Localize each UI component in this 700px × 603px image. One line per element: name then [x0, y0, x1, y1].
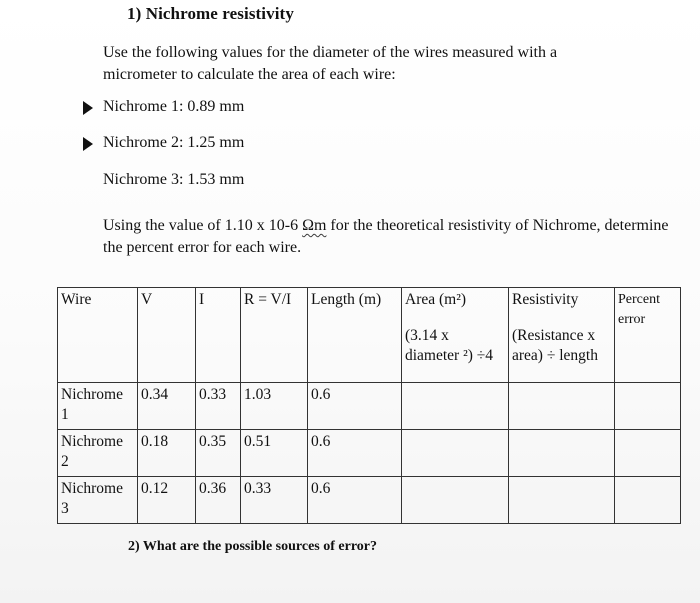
cell-current: 0.33: [196, 383, 241, 430]
header-resistance: R = V/I: [241, 288, 308, 383]
header-area-label: Area (m²): [405, 291, 467, 308]
table-row: [58, 430, 681, 477]
ohm-meter-unit: Ωm: [302, 217, 327, 234]
header-length: Length (m): [308, 288, 402, 383]
header-resistivity-formula: (Resistance x area) ÷ length: [512, 327, 598, 364]
table-row: [58, 477, 681, 524]
header-resistivity-label: Resistivity: [512, 291, 579, 308]
diameter-text-1: Nichrome 1: 0.89 mm: [103, 98, 245, 115]
section-1-heading: 1) Nichrome resistivity: [127, 4, 294, 23]
cell-resistivity[interactable]: [509, 477, 615, 524]
header-wire: Wire: [58, 288, 138, 383]
cell-length: 0.6: [308, 430, 402, 477]
cell-resistance: 0.51: [241, 430, 308, 477]
cell-wire: Nichrome 2: [58, 430, 138, 477]
cell-voltage: 0.18: [138, 430, 196, 477]
section-2-question: 2) What are the possible sources of error?: [128, 539, 377, 554]
cell-length: 0.6: [308, 383, 402, 430]
cell-resistivity[interactable]: [509, 383, 615, 430]
cell-resistance: 1.03: [241, 383, 308, 430]
cell-wire: Nichrome 1: [58, 383, 138, 430]
cell-voltage: 0.34: [138, 383, 196, 430]
table-row: [58, 383, 681, 430]
cell-length: 0.6: [308, 477, 402, 524]
arrow-bullet-icon: [83, 101, 93, 115]
cell-percent-error[interactable]: [615, 477, 681, 524]
header-area: [402, 288, 509, 383]
diameter-text-3: Nichrome 3: 1.53 mm: [103, 171, 245, 188]
table-header-row: [58, 288, 681, 383]
header-area-formula: (3.14 x diameter ²) ÷4: [405, 327, 494, 364]
cell-percent-error[interactable]: [615, 430, 681, 477]
results-table: [57, 287, 681, 524]
header-voltage: V: [138, 288, 196, 383]
cell-current: 0.35: [196, 430, 241, 477]
cell-area[interactable]: [402, 430, 509, 477]
header-current: I: [196, 288, 241, 383]
instruction-text-end: for the theoretical resistivity of Nichrome, determine the percent error for each wire.: [103, 217, 669, 256]
cell-area[interactable]: [402, 477, 509, 524]
header-percent-error: Percent error: [615, 288, 681, 383]
header-resistivity: [509, 288, 615, 383]
cell-resistance: 0.33: [241, 477, 308, 524]
cell-wire: Nichrome 3: [58, 477, 138, 524]
arrow-bullet-icon: [83, 137, 93, 151]
instruction-paragraph: [103, 215, 683, 259]
cell-voltage: 0.12: [138, 477, 196, 524]
cell-percent-error[interactable]: [615, 383, 681, 430]
instruction-text-start: Using the value of 1.10 x 10-6: [103, 217, 303, 234]
intro-paragraph: Use the following values for the diameter of the wires measured with a micrometer to calculate the area of each wire:: [103, 44, 558, 83]
diameter-text-2: Nichrome 2: 1.25 mm: [103, 134, 245, 151]
cell-current: 0.36: [196, 477, 241, 524]
cell-resistivity[interactable]: [509, 430, 615, 477]
cell-area[interactable]: [402, 383, 509, 430]
